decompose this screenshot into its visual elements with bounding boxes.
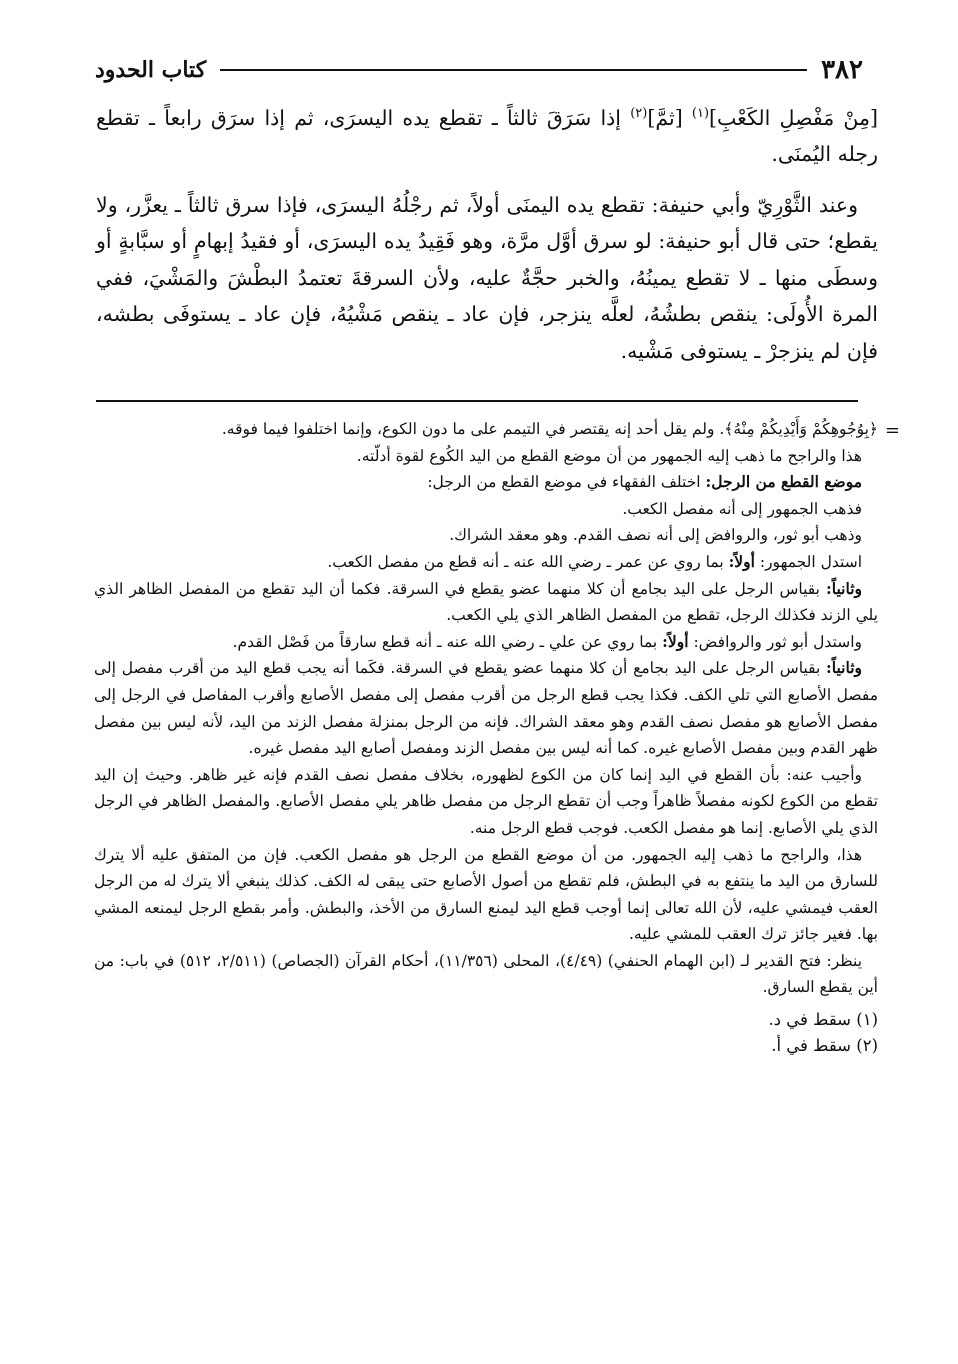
note-8: واستدل أبو ثور والروافض: أولاً: بما روي عن علي ـ رضي الله عنه ـ أنه قطع سارقاً من فَصْل القدم. (232, 631, 862, 651)
note-heading: موضع القطع من الرجل: (705, 472, 862, 492)
header-rule (220, 69, 807, 71)
book-title: كتاب الحدود (95, 57, 207, 83)
note-10: وأجيب عنه: بأن القطع في اليد إنما كان من الكوع لظهوره، بخلاف مفصل نصف القدم فإنه غير ظاهر. وحيث إن اليد تقطع من الكوع لكونه مفصلاً ظاهراً وجب أن تقطع الرجل من مفصل ظاهر يلي مفصل الأصابع. والمفصل الظاهر في الرجل الذي يلي الأصابع. إنما هو مفصل الكعب. فوجب قطع الرجل منه. (94, 765, 878, 837)
note-5: وذهب أبو ثور، والروافض إلى أنه نصف القدم. وهو معقد الشراك. (449, 526, 862, 545)
bracketed-text-2: [ثمَّ] (647, 105, 692, 130)
note-6: استدل الجمهور: أولاً: بما روي عن عمر ـ رضي الله عنه ـ أنه قطع من مفصل الكعب. (327, 551, 862, 571)
note-7: وثانياً: بقياس الرجل على اليد بجامع أن كلا منهما عضو يقطع في السرقة. فكما أن اليد تقطع من المفصل الظاهر الذي يلي الزند فكذلك الرجل، تقطع من المفصل الظاهر الذي يلي الكعب. (94, 578, 878, 625)
continuation-mark: = (884, 420, 900, 441)
footnote-2: (٢) سقط في أ. (771, 1036, 878, 1056)
quran-quote: ﴿بِوُجُوهِكُمْ وَأَيْدِيكُمْ مِنْهُ﴾ (724, 420, 878, 438)
footnote-separator (96, 400, 858, 402)
page-header (95, 52, 863, 88)
main-text-run: إذا سَرَقَ ثالثاً ـ تقطع يده اليسرَى، ثم إذا سرَق رابعاً ـ تقطع رجله اليُمنَى. (96, 105, 878, 167)
main-paragraph-1 (96, 96, 878, 173)
note-12: ينظر: فتح القدير لـ (ابن الهمام الحنفي) (٤/٤٩)، المحلى (١١/٣٥٦)، أحكام القرآن (الجصاص) (٢/٥١١، ٥١٢) في باب: من أين يقطع السارق. (94, 951, 878, 997)
commentary-notes (94, 416, 900, 1059)
bracketed-text: [مِنْ مَفْصِلِ الكَعْبِ] (709, 105, 878, 130)
page-number: ٣٨٢ (821, 55, 863, 85)
note-2: هذا والراجح ما ذهب إليه الجمهور من أن موضع القطع من اليد الكُوع لقوة أدلّته. (356, 446, 862, 465)
note-9: وثانياً: بقياس الرجل على اليد بجامع أن كلا منهما عضو يقطع في السرقة. فكَما أنه يجب قطع اليد من أقرب مفصل إلى مفصل الأصابع التي تلي الكف. فكذا يجب قطع الرجل من أقرب مفصل إلى مفصل الأصابع وأقرب المفاصل في الرجل إلى مفصل الأصابع هو مفصل نصف القدم وهو معقد الشراك. فإنه من الرجل بمنزلة مفصل الزند من اليد، لأنه ليس بين مفصل ظهر القدم وبين مفصل الأصابع غيره. كما أنه ليس بين مفصل الزند ومفصل أصابع اليد مفصل غيره. (94, 658, 878, 758)
note-11: هذا، والراجح ما ذهب إليه الجمهور. من أن موضع القطع من الرجل هو مفصل الكعب. فإن من المتفق عليه ألا يترك للسارق من اليد ما ينتفع به في البطش، فلم تقطع من أصول الأصابع حتى يبقى له الكف. كذلك ينبغي ألا يترك له من الرجل العقب فيمشي عليه، لأن الله تعالى إنما أوجب قطع اليد ليمنع السارق من الأخذ، والبطش. وأمر بقطع الرجل ليمنعه المشي بها. فغير جائز ترك العقب للمشي عليه. (94, 845, 878, 944)
footnote-ref-2: (٢) (630, 106, 648, 121)
footnote-1: (١) سقط في د. (768, 1010, 878, 1030)
footnotes (94, 1007, 878, 1059)
note-3: موضع القطع من الرجل: اختلف الفقهاء في موضع القطع من الرجل: (427, 472, 862, 492)
note-4: فذهب الجمهور إلى أنه مفصل الكعب. (622, 499, 862, 518)
main-paragraph-2: وعند الثَّوْرِيّ وأبي حنيفة: تقطع يده اليمنَى أولاً، ثم رجْلُهُ اليسرَى، فإذا سرق ثالثاً ـ يعزَّر، ولا يقطع؛ حتى قال أبو حنيفة: لو سرق أوَّل مرَّة، وهو فَقِيدُ يده اليسرَى، أو فقيدُ إبهامٍ أو سبَّابةٍ أو وسطَى منها ـ لا تقطع يمينُهُ، والخبر حجَّةٌ عليه، ولأن السرقةَ تعتمدُ البطْشَ والمَشْيَ، ففي المرة الأُولَى: ينقص بطشُهُ، لعلَّه ينزجر، فإن عاد ـ ينقص مَشْيُهُ، فإن عاد ـ يستوفَى بطشه، فإن لم ينزجرْ ـ يستوفى مَشْيه. (96, 192, 878, 363)
footnote-ref-1: (١) (691, 106, 710, 121)
main-text (96, 96, 878, 369)
note-1: ﴿بِوُجُوهِكُمْ وَأَيْدِيكُمْ مِنْهُ﴾. ولم يقل أحد إنه يقتصر في التيمم على ما دون الكوع، وإنما اختلفوا فيما فوقه. (221, 420, 878, 438)
